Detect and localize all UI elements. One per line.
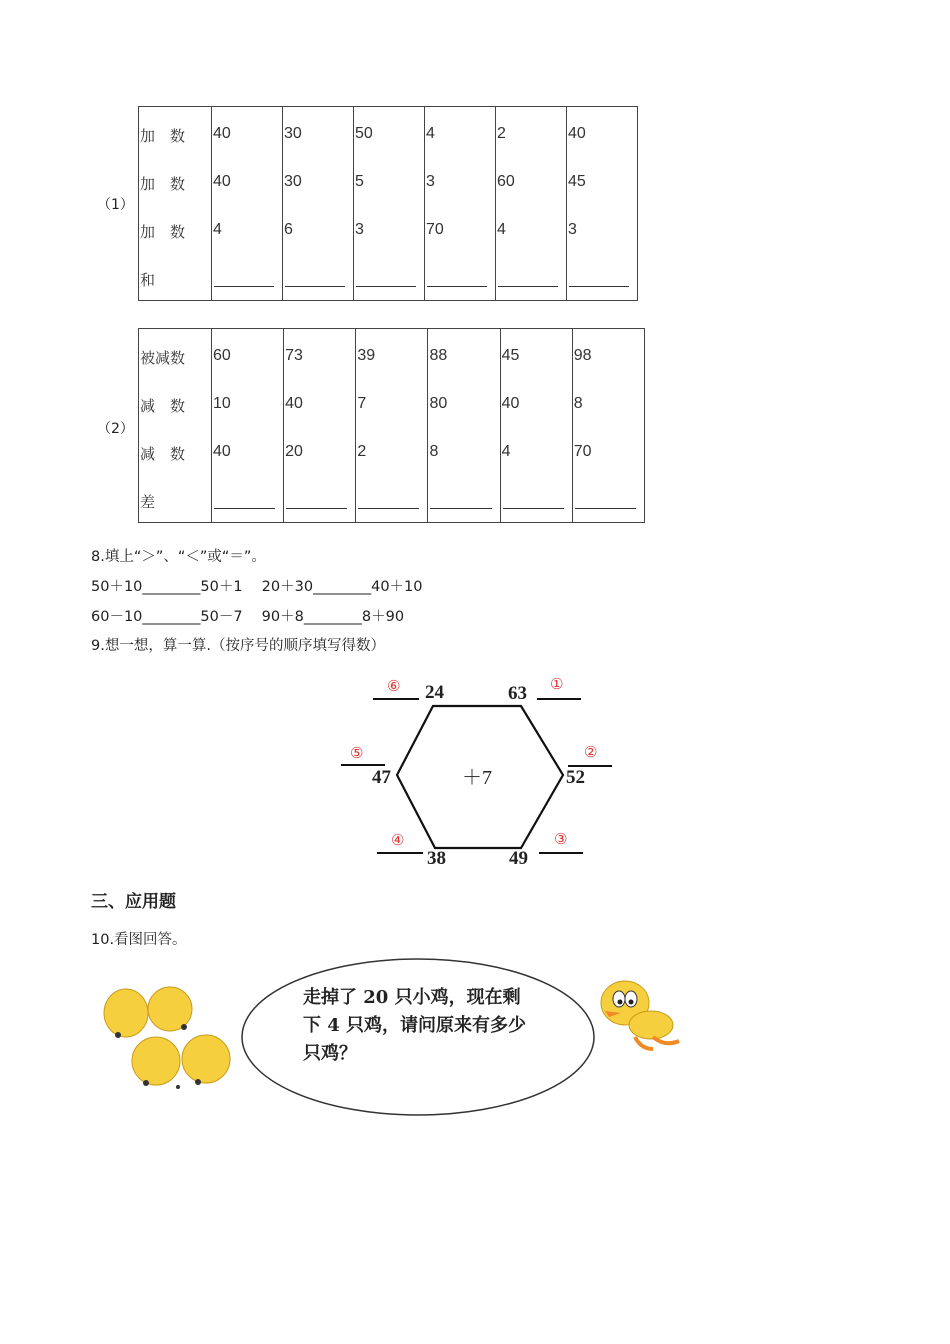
table-value: 70 xyxy=(573,443,592,460)
order-mark-2: ② xyxy=(584,743,598,761)
bird-illustration xyxy=(595,975,685,1055)
table1-label: （1） xyxy=(97,197,134,213)
table-value: 4 xyxy=(213,221,222,238)
table-value: 3 xyxy=(568,221,577,238)
table-value: 30 xyxy=(284,173,302,190)
order-mark-4: ④ xyxy=(391,831,405,849)
answer-line-4 xyxy=(377,852,423,854)
hex-number-left: 47 xyxy=(372,767,391,788)
q8-title: 8.填上“＞”、“＜”或“＝”。 xyxy=(91,549,266,565)
row-label: 加 数 xyxy=(140,223,186,241)
q9-title: 9.想一想，算一算.（按序号的顺序填写得数） xyxy=(91,638,385,654)
table-value: 10 xyxy=(213,395,231,412)
hex-number-top-right: 63 xyxy=(508,683,527,704)
table-value: 60 xyxy=(497,173,515,190)
q10-title: 10.看图回答。 xyxy=(91,932,187,948)
table-value: 40 xyxy=(213,125,231,142)
table-value: 3 xyxy=(355,221,364,238)
bubble-line-2: 下 4 只鸡，请问原来有多少 xyxy=(303,1015,527,1036)
order-mark-5: ⑤ xyxy=(350,744,364,762)
bubble-line-1: 走掉了 20 只小鸡，现在剩 xyxy=(303,987,521,1008)
table-value: 4 xyxy=(497,221,506,238)
table-value: 80 xyxy=(429,395,448,412)
q8-line2: 60－10________50－7 90＋8________8＋90 xyxy=(91,609,405,625)
table-value: 6 xyxy=(284,221,293,238)
table-value: 88 xyxy=(429,347,448,364)
chicks-illustration xyxy=(98,975,238,1095)
row-label: 加 数 xyxy=(140,175,186,193)
order-mark-3: ③ xyxy=(554,830,568,848)
table-value: 40 xyxy=(285,395,303,412)
table-value: 4 xyxy=(426,125,435,142)
hex-number-top-left: 24 xyxy=(425,682,444,703)
table-value: 3 xyxy=(426,173,435,190)
answer-line-6 xyxy=(373,698,419,700)
answer-line-3 xyxy=(539,852,583,854)
table-value: 2 xyxy=(357,443,367,460)
table2-label: （2） xyxy=(97,421,134,437)
answer-line-5 xyxy=(341,764,385,766)
table-value: 4 xyxy=(501,443,511,460)
answer-line-2 xyxy=(568,765,612,767)
row-label: 差 xyxy=(140,493,156,511)
table-value: 40 xyxy=(213,443,231,460)
table-value: 8 xyxy=(429,443,439,460)
table-value: 5 xyxy=(355,173,364,190)
table-value: 40 xyxy=(213,173,231,190)
table-value: 40 xyxy=(501,395,520,412)
table-value: 2 xyxy=(497,125,506,142)
table-value: 98 xyxy=(573,347,592,364)
table-value: 73 xyxy=(285,347,303,364)
row-label: 被减数 xyxy=(140,349,186,367)
q8-line1: 50＋10________50＋1 20＋30________40＋10 xyxy=(91,579,423,595)
row-label: 减 数 xyxy=(140,397,186,415)
table-value: 70 xyxy=(426,221,444,238)
table-value: 50 xyxy=(355,125,373,142)
order-mark-6: ⑥ xyxy=(387,677,401,695)
table-value: 40 xyxy=(568,125,586,142)
table-value: 7 xyxy=(357,395,367,412)
row-label: 减 数 xyxy=(140,445,186,463)
table-value: 30 xyxy=(284,125,302,142)
answer-line-1 xyxy=(537,698,581,700)
row-label: 和 xyxy=(140,271,156,289)
table-value: 8 xyxy=(573,395,583,412)
hex-number-bottom-right: 49 xyxy=(509,848,528,869)
hex-number-right: 52 xyxy=(566,767,585,788)
bubble-line-3: 只鸡？ xyxy=(303,1043,357,1064)
table-value: 45 xyxy=(501,347,520,364)
bubble-text xyxy=(303,984,526,1068)
row-label: 加 数 xyxy=(140,127,186,145)
table-value: 39 xyxy=(357,347,376,364)
order-mark-1: ① xyxy=(550,675,564,693)
table-value: 20 xyxy=(285,443,303,460)
hex-number-bottom-left: 38 xyxy=(427,848,446,869)
table-value: 60 xyxy=(213,347,231,364)
hex-center-label: ＋7 xyxy=(462,767,492,789)
section-heading: 三、应用题 xyxy=(91,892,176,912)
table-value: 45 xyxy=(568,173,586,190)
